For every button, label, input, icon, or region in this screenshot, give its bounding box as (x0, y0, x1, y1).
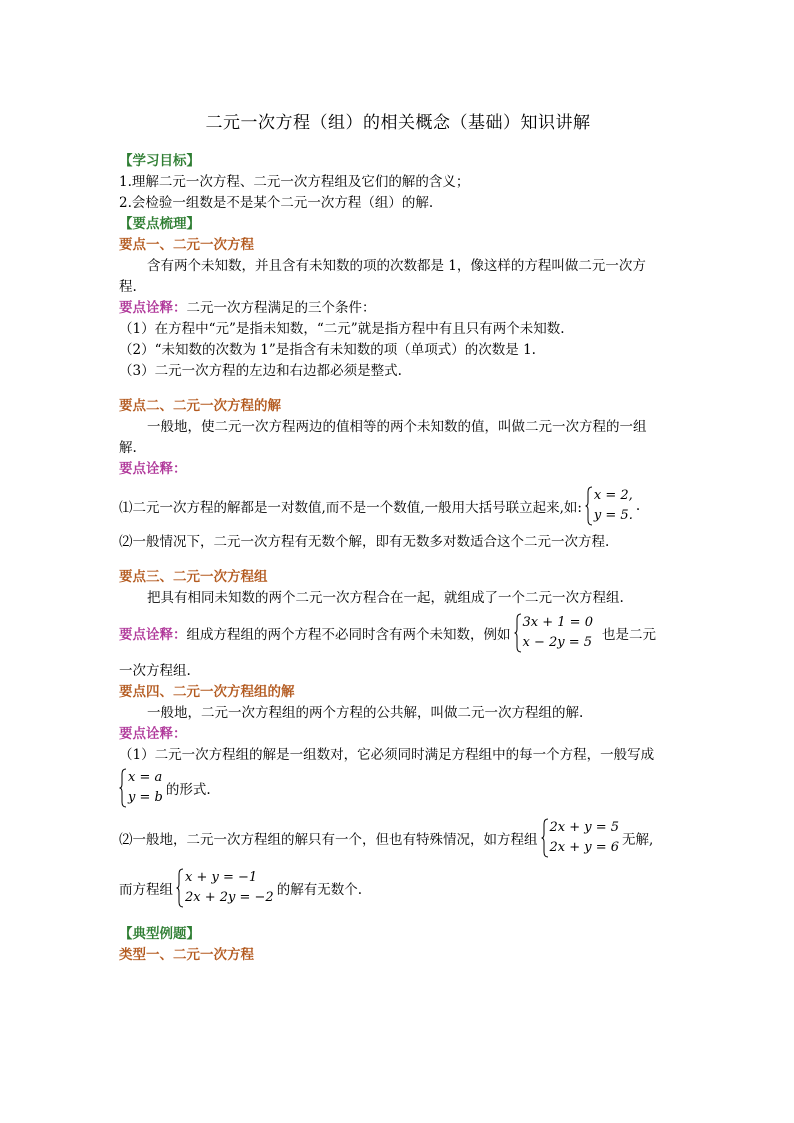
equation: x + y = −1 (185, 870, 258, 885)
point4-item1: （1）二元一次方程组的解是一组数对，它必须同时满足方程组中的每一个方程，一般写成 (119, 747, 655, 763)
equation-system (514, 613, 593, 653)
document-page (119, 96, 679, 966)
point1-item: （2）“未知数的次数为 1”是指含有未知数的项（单项式）的次数是 1. (119, 342, 536, 358)
point2-note-label: 要点诠释： (119, 461, 187, 477)
equation: x = a (128, 770, 163, 785)
note-text: 二元一次方程满足的三个条件： (186, 300, 376, 316)
equation: y = b (128, 790, 163, 805)
note-label: 要点诠释： (119, 627, 187, 643)
equation: y = 5. (593, 508, 633, 523)
note-text: 组成方程组的两个方程不必同时含有两个未知数，例如 (186, 627, 511, 643)
examples-heading: 【典型例题】 (119, 926, 200, 942)
goal-item: 2.会检验一组数是不是某个二元一次方程（组）的解. (119, 195, 434, 211)
point2-item1-text: ⑴二元一次方程的解都是一对数值,而不是一个数值,一般用大括号联立起来,如: (119, 500, 582, 516)
brace-icon (176, 868, 184, 908)
point3-text: 把具有相同未知数的两个二元一次方程合在一起，就组成了一个二元一次方程组. (147, 590, 624, 606)
equation: x = 2, (593, 488, 633, 503)
equation-system (119, 768, 163, 808)
brace-icon (119, 768, 127, 808)
point4-item2 (119, 816, 679, 860)
equation-system (176, 868, 274, 908)
point3-heading: 要点三、二元一次方程组 (119, 569, 268, 585)
point1-note (119, 298, 679, 319)
note-label: 要点诠释： (119, 300, 187, 316)
point4-item3-text: 而方程组 (119, 882, 173, 898)
equation: 2x + y = 5 (549, 820, 620, 835)
point2-text-cont: 解. (119, 440, 137, 456)
point4-item2-text: ⑵一般地，二元一次方程组的解只有一个，但也有特殊情况，如方程组 (119, 832, 538, 848)
point1-item: （3）二元一次方程的左边和右边都必须是整式. (119, 363, 402, 379)
point1-text-cont: 程. (119, 279, 137, 295)
goals-heading: 【学习目标】 (119, 153, 200, 169)
point4-text: 一般地，二元一次方程组的两个方程的公共解，叫做二元一次方程组的解. (147, 705, 584, 721)
no-solution-text: 无解, (622, 832, 654, 848)
point1-item: （1）在方程中“元”是指未知数，“二元”就是指方程中有且只有两个未知数. (119, 321, 565, 337)
note-after: 也是二元 (601, 627, 656, 643)
equation: 2x + 2y = −2 (185, 890, 274, 905)
point4-item1-form (119, 766, 679, 810)
goal-item: 1.理解二元一次方程、二元一次方程组及它们的解的含义； (119, 174, 470, 190)
point3-text-end: 一次方程组. (119, 663, 191, 679)
equation: x − 2y = 5 (522, 635, 593, 650)
point4-note-label: 要点诠释： (119, 726, 187, 742)
equation: 2x + y = 6 (549, 840, 620, 855)
point4-item3 (119, 866, 679, 910)
infinite-solutions-text: 的解有无数个. (276, 882, 362, 898)
point2-item1 (119, 484, 679, 528)
point2-text: 一般地，使二元一次方程两边的值相等的两个未知数的值，叫做二元一次方程的一组 (147, 419, 647, 435)
equation-system (585, 486, 633, 526)
point1-heading: 要点一、二元一次方程 (119, 237, 254, 253)
point1-text: 含有两个未知数，并且含有未知数的项的次数都是 1，像这样的方程叫做二元一次方 (147, 258, 646, 274)
point2-item2: ⑵一般情况下，二元一次方程有无数个解，即有无数多对数适合这个二元一次方程. (119, 534, 610, 550)
page-title: 二元一次方程（组）的相关概念（基础）知识讲解 (205, 113, 591, 133)
type1-heading: 类型一、二元一次方程 (119, 947, 254, 963)
period: . (635, 498, 641, 514)
brace-icon (514, 613, 522, 653)
brace-icon (585, 486, 593, 526)
form-text: 的形式. (165, 782, 211, 798)
point3-note (119, 611, 679, 655)
points-heading: 【要点梳理】 (119, 216, 200, 232)
point4-heading: 要点四、二元一次方程组的解 (119, 684, 295, 700)
point2-heading: 要点二、二元一次方程的解 (119, 398, 281, 414)
equation-system (541, 818, 620, 858)
equation: 3x + 1 = 0 (522, 615, 593, 630)
brace-icon (541, 818, 549, 858)
